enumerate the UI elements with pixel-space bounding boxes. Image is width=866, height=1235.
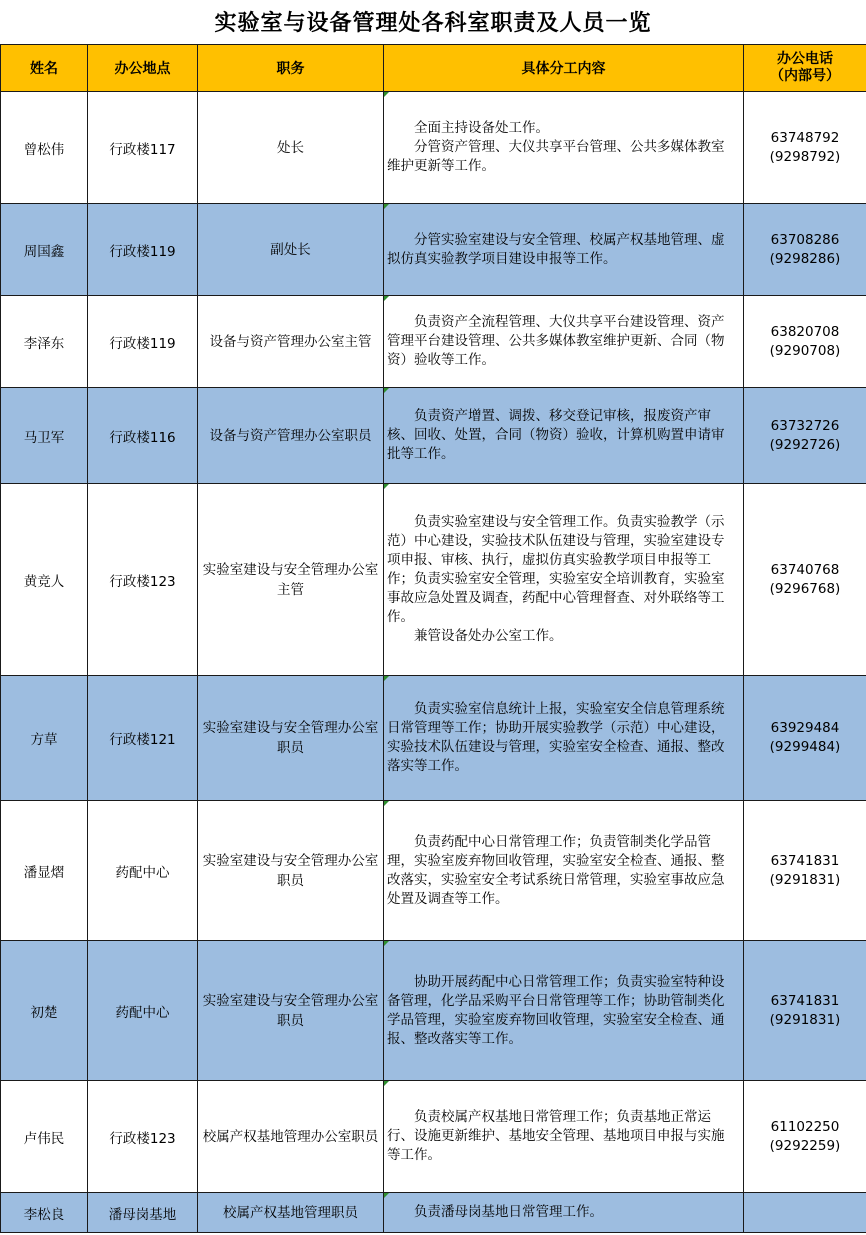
- duty-paragraph: 负责资产全流程管理、大仪共享平台建设管理、资产管理平台建设管理、公共多媒体教室维护更新、合同（物资）验收等工作。: [387, 314, 725, 368]
- cell-phone: [744, 92, 866, 204]
- cell-position: 校属产权基地管理办公室职员: [198, 1081, 384, 1193]
- cell-location: 行政楼116: [88, 388, 198, 484]
- table-row: [1, 1193, 866, 1233]
- phone-number: 63740768: [770, 561, 840, 578]
- cell-duties: [384, 1081, 744, 1193]
- phone-extension: (9291831): [769, 871, 841, 888]
- cell-location: 潘母岗基地: [88, 1193, 198, 1233]
- cell-phone: [744, 1193, 866, 1233]
- header-position: 职务: [198, 45, 384, 92]
- cell-name: 李松良: [1, 1193, 88, 1233]
- cell-duties: [384, 1193, 744, 1233]
- cell-phone: [744, 801, 866, 941]
- phone-extension: (9298792): [769, 148, 841, 165]
- cell-name: 黄竞人: [1, 484, 88, 676]
- cell-phone: [744, 204, 866, 296]
- duty-paragraph: 负责潘母岗基地日常管理工作。: [414, 1204, 603, 1220]
- cell-name: 马卫军: [1, 388, 88, 484]
- cell-position: 处长: [198, 92, 384, 204]
- cell-duties: [384, 484, 744, 676]
- cell-phone: [744, 676, 866, 801]
- cell-name: 潘显熠: [1, 801, 88, 941]
- phone-extension: (9291831): [769, 1011, 841, 1028]
- duty-paragraph: 负责校属产权基地日常管理工作；负责基地正常运行、设施更新维护、基地安全管理、基地项目申报与实施等工作。: [387, 1109, 725, 1163]
- table-row: [1, 92, 866, 204]
- cell-duties: [384, 941, 744, 1081]
- duty-paragraph: 分管实验室建设与安全管理、校属产权基地管理、虚拟仿真实验教学项目建设申报等工作。: [387, 231, 725, 267]
- table-header-row: [1, 45, 866, 92]
- header-phone-line1: 办公电话: [777, 51, 833, 67]
- cell-name: 周国鑫: [1, 204, 88, 296]
- cell-location: 药配中心: [88, 801, 198, 941]
- phone-extension: (9299484): [769, 739, 841, 755]
- duty-paragraph: 兼管设备处办公室工作。: [414, 628, 563, 644]
- duty-paragraph: 负责实验室信息统计上报，实验室安全信息管理系统日常管理等工作；协助开展实验教学（示范）中心建设，实验技术队伍建设与管理，实验室安全检查、通报、整改落实等工作。: [387, 701, 725, 774]
- cell-phone: [744, 941, 866, 1081]
- cell-position: 实验室建设与安全管理办公室职员: [198, 676, 384, 801]
- table-row: [1, 941, 866, 1081]
- cell-position: 实验室建设与安全管理办公室主管: [198, 484, 384, 676]
- phone-number: 63820708: [770, 323, 840, 340]
- phone-number: 63732726: [770, 417, 840, 434]
- phone-number: 63929484: [770, 720, 840, 736]
- header-phone: [744, 45, 866, 92]
- phone-extension: (9290708): [769, 342, 841, 359]
- cell-location: 行政楼119: [88, 204, 198, 296]
- table-row: [1, 1081, 866, 1193]
- duty-paragraph: 负责实验室建设与安全管理工作。负责实验教学（示范）中心建设，实验技术队伍建设与管理，实验室建设专项申报、审核、执行，虚拟仿真实验教学项目申报等工作；负责实验室安全管理，实验室安全培训教育，实验室事故应急处置及调查，药配中心管理督查、对外联络等工作。: [387, 514, 725, 625]
- duty-paragraph: 全面主持设备处工作。: [414, 120, 549, 136]
- cell-location: 药配中心: [88, 941, 198, 1081]
- table-row: [1, 676, 866, 801]
- phone-number: 61102250: [770, 1118, 840, 1135]
- table-row: [1, 484, 866, 676]
- table-row: [1, 204, 866, 296]
- cell-duties: [384, 204, 744, 296]
- cell-duties: [384, 801, 744, 941]
- cell-location: 行政楼123: [88, 1081, 198, 1193]
- phone-number: 63708286: [770, 231, 840, 248]
- table-row: [1, 296, 866, 388]
- cell-location: 行政楼117: [88, 92, 198, 204]
- phone-extension: (9292259): [769, 1137, 841, 1154]
- cell-name: 初楚: [1, 941, 88, 1081]
- cell-name: 李泽东: [1, 296, 88, 388]
- phone-extension: (9296768): [769, 580, 841, 597]
- staff-table: [0, 44, 866, 1233]
- cell-name: 方草: [1, 676, 88, 801]
- header-phone-line2: （内部号）: [770, 68, 840, 84]
- table-row: [1, 801, 866, 941]
- cell-duties: [384, 296, 744, 388]
- cell-duties: [384, 388, 744, 484]
- table-row: [1, 388, 866, 484]
- cell-name: 曾松伟: [1, 92, 88, 204]
- cell-position: 设备与资产管理办公室主管: [198, 296, 384, 388]
- cell-duties: [384, 92, 744, 204]
- phone-number: 63741831: [770, 852, 840, 869]
- cell-location: 行政楼121: [88, 676, 198, 801]
- cell-name: 卢伟民: [1, 1081, 88, 1193]
- header-duties: 具体分工内容: [384, 45, 744, 92]
- header-name: 姓名: [1, 45, 88, 92]
- page-title: 实验室与设备管理处各科室职责及人员一览: [214, 10, 652, 36]
- duty-paragraph: 负责药配中心日常管理工作；负责管制类化学品管理，实验室废弃物回收管理，实验室安全检查、通报、整改落实，实验室安全考试系统日常管理，实验室事故应急处置及调查等工作。: [387, 833, 725, 907]
- cell-phone: [744, 484, 866, 676]
- cell-position: 副处长: [198, 204, 384, 296]
- header-location: 办公地点: [88, 45, 198, 92]
- cell-position: 校属产权基地管理职员: [198, 1193, 384, 1233]
- cell-phone: [744, 388, 866, 484]
- duty-paragraph: 负责资产增置、调拨、移交登记审核，报废资产审核、回收、处置，合同（物资）验收，计算机购置申请审批等工作。: [387, 408, 725, 462]
- cell-duties: [384, 676, 744, 801]
- cell-position: 实验室建设与安全管理办公室职员: [198, 941, 384, 1081]
- duty-paragraph: 协助开展药配中心日常管理工作；负责实验室特种设备管理，化学品采购平台日常管理等工作；协助管制类化学品管理，实验室废弃物回收管理，实验室安全检查、通报、整改落实等工作。: [387, 973, 725, 1047]
- duty-paragraph: 分管资产管理、大仪共享平台管理、公共多媒体教室维护更新等工作。: [387, 139, 725, 174]
- cell-phone: [744, 296, 866, 388]
- phone-extension: (9298286): [769, 250, 841, 267]
- cell-phone: [744, 1081, 866, 1193]
- cell-position: 实验室建设与安全管理办公室职员: [198, 801, 384, 941]
- cell-position: 设备与资产管理办公室职员: [198, 388, 384, 484]
- phone-number: 63741831: [770, 992, 840, 1009]
- cell-location: 行政楼123: [88, 484, 198, 676]
- phone-number: 63748792: [770, 129, 840, 146]
- phone-extension: (9292726): [769, 436, 841, 453]
- cell-location: 行政楼119: [88, 296, 198, 388]
